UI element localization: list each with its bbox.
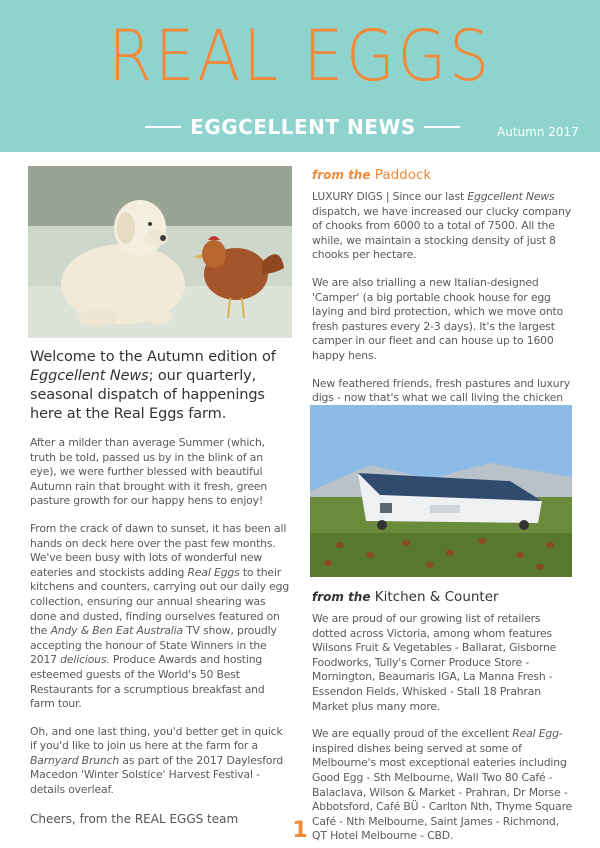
masthead-banner (0, 0, 600, 152)
kitchen-heading: from the Kitchen & Counter (312, 589, 499, 605)
right-column (312, 166, 574, 433)
busy-months-paragraph: From the crack of dawn to sunset, it has been all hands on deck here over the past few months. We've been busy with lots of wonderful new eateries and stockists adding Real Eggs to their kitchens and counters, carrying out our daily egg collection, ensuring our annual shearing was done and dusted, finding ourselves featured on the Andy & Ben Eat Australia TV show, proudly accepting the honour of State Winners in the 2017 delicious. Produce Awards and hosting esteemed guests of the World's 50 Best Restaurants for a scrumptious breakfast and farm tour. (30, 521, 290, 711)
welcome-intro: Welcome to the Autumn edition of Eggcellent News; our quarterly, seasonal dispatch of happenings here at the Real Eggs farm. (30, 349, 276, 422)
dog-and-hen-illustration (28, 166, 292, 338)
brunch-paragraph: Oh, and one last thing, you'd better get in quick if you'd like to join us here at the farm for a Barnyard Brunch as part of the 2017 Daylesford Macedon 'Winter Solstice' Harvest Festival - details overleaf. (30, 724, 284, 797)
autumn-paragraph: After a milder than average Summer (which, truth be told, passed us by in the blink of an eye), we were further blessed with beautiful Autumn rain that brought with it fresh, green pasture growth for our happy hens to enjoy! (30, 436, 268, 508)
camper-paragraph: We are also trialling a new Italian-designed 'Camper' (a big portable chook house for egg laying and bird protection, which we move onto fresh pastures every 2-3 days). It's the largest camper in our fleet and can house up to 1600 happy hens. (312, 275, 564, 362)
newsletter-subtitle: EGGCELLENT NEWS (190, 115, 416, 139)
kitchen-section (312, 588, 574, 848)
page-number: 1 (292, 818, 308, 843)
camper-illustration (310, 405, 572, 577)
chicken-dream-paragraph: New feathered friends, fresh pastures and luxury digs - now that's what we call living the chicken (312, 376, 571, 405)
left-column (30, 348, 292, 827)
luxury-digs-paragraph: LUXURY DIGS | Since our last Eggcellent News dispatch, we have increased our clucky company of chooks from 6000 to a total of 7500. All the while, we maintain a stocking density of just 8 chooks per hectare. (312, 190, 572, 262)
signoff: Cheers, from the REAL EGGS team (30, 811, 239, 826)
eateries-paragraph: We are equally proud of the excellent Real Egg-inspired dishes being served at some of Melbourne's most exceptional eateries including Good Egg - Sth Melbourne, Wall Two 80 Café - Balaclava, Wilson & Market - Prahran, Dr Morse - Abbotsford, Café BÜ - Carlton Nth, Thyme Square Café - Nth Melbourne, Saint James - Richmond, QT Hotel Melbourne - CBD. (312, 727, 573, 843)
masthead-title: REAL EGGS (108, 15, 492, 97)
retailers-paragraph: We are proud of our growing list of retailers dotted across Victoria, among whom features Wilsons Fruit & Vegetables - Ballarat, Gisborne Foodworks, Tully's Corner Produce Store - Mornington, Beaumaris IGA, La Manna Fresh - Essendon Fields, Whisked - Stall 18 Prahran Market plus many more. (312, 612, 557, 713)
chook-camper-photo (310, 405, 572, 577)
subtitle-rule-right (424, 126, 460, 128)
issue-label: Autumn 2017 (497, 125, 579, 139)
subtitle-rule-left (145, 126, 181, 128)
newsletter-name: Eggcellent News (30, 368, 149, 384)
paddock-heading: from the Paddock (312, 167, 432, 183)
dog-and-hen-photo (28, 166, 292, 338)
